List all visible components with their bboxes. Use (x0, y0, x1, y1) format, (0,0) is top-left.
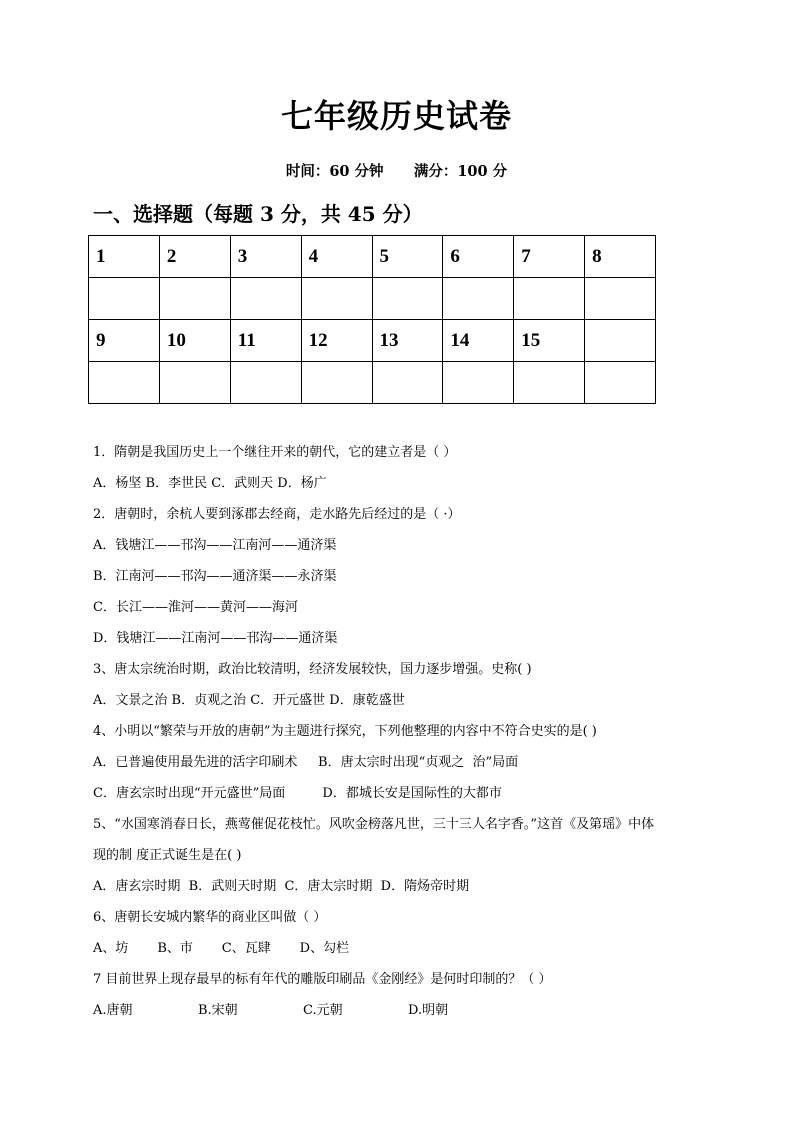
question-stem: 6、唐朝长安城内繁华的商业区叫做（ ） (93, 910, 327, 925)
grid-number-cell: 10 (159, 320, 230, 362)
section-heading-choice: 一、选择题（每题 3 分，共 45 分） (93, 202, 423, 226)
question-stem: 2．唐朝时，余杭人要到涿郡去经商，走水路先后经过的是（ ·） (93, 507, 461, 522)
grid-number-cell: 6 (443, 236, 514, 278)
question-options: A．文景之治 B．贞观之治 C．开元盛世 D．康乾盛世 (93, 693, 405, 708)
question-option: A．已普遍使用最先进的活字印刷术 B．唐太宗时出现“贞观之 治”局面 (93, 755, 519, 770)
answer-grid-blank-row (89, 362, 656, 404)
grid-number-cell: 4 (301, 236, 372, 278)
grid-answer-cell[interactable] (89, 362, 160, 404)
grid-answer-cell[interactable] (230, 278, 301, 320)
question-option: C．长江——淮河——黄河——海河 (93, 600, 298, 615)
question-options: A、坊 B、市 C、瓦肆 D、勾栏 (93, 941, 350, 956)
option-c: C.元朝 (303, 1003, 343, 1018)
exam-meta: 时间：60 分钟 满分：100 分 (285, 163, 508, 180)
question-stem: 5、“水国寒消春日长，燕莺催促花枝忙。风吹金榜落凡世，三十三人名字香。”这首《及第瑶》中体 (93, 817, 655, 832)
grid-answer-cell[interactable] (514, 362, 585, 404)
question-options: A．唐玄宗时期 B．武则天时期 C．唐太宗时期 D．隋炀帝时期 (93, 879, 470, 894)
grid-answer-cell[interactable] (585, 278, 656, 320)
grid-number-cell: 15 (514, 320, 585, 362)
grid-number-cell: 13 (372, 320, 443, 362)
grid-number-cell: 2 (159, 236, 230, 278)
grid-answer-cell[interactable] (514, 278, 585, 320)
grid-answer-cell[interactable] (372, 362, 443, 404)
grid-answer-cell[interactable] (159, 362, 230, 404)
grid-answer-cell[interactable] (159, 278, 230, 320)
question-options (93, 995, 713, 1026)
grid-number-cell (585, 320, 656, 362)
option-b: B.宋朝 (198, 1003, 238, 1018)
option-d: D.明朝 (408, 1003, 449, 1018)
answer-grid-number-row (89, 236, 656, 278)
option-a: A.唐朝 (93, 1003, 133, 1018)
grid-number-cell: 1 (89, 236, 160, 278)
grid-number-cell: 8 (585, 236, 656, 278)
grid-answer-cell[interactable] (443, 278, 514, 320)
grid-answer-cell[interactable] (372, 278, 443, 320)
grid-answer-cell[interactable] (230, 362, 301, 404)
grid-answer-cell[interactable] (585, 362, 656, 404)
question-stem-continued: 现的制 度正式诞生是在( ) (93, 848, 242, 863)
question-option: C．唐玄宗时出现“开元盛世”局面 D．都城长安是国际性的大都市 (93, 786, 502, 801)
grid-answer-cell[interactable] (443, 362, 514, 404)
grid-answer-cell[interactable] (89, 278, 160, 320)
grid-number-cell: 14 (443, 320, 514, 362)
grid-number-cell: 3 (230, 236, 301, 278)
grid-number-cell: 12 (301, 320, 372, 362)
answer-grid (88, 235, 656, 404)
question-option: D．钱塘江——江南河——邗沟——通济渠 (93, 631, 338, 646)
question-list (93, 437, 713, 1026)
answer-grid-number-row (89, 320, 656, 362)
grid-number-cell: 5 (372, 236, 443, 278)
grid-number-cell: 11 (230, 320, 301, 362)
grid-number-cell: 9 (89, 320, 160, 362)
grid-number-cell: 7 (514, 236, 585, 278)
answer-grid-blank-row (89, 278, 656, 320)
question-stem: 7 目前世界上现存最早的标有年代的雕版印刷品《金刚经》是何时印制的？（ ） (93, 972, 552, 987)
question-option: B．江南河——邗沟——通济渠——永济渠 (93, 569, 337, 584)
question-stem: 1．隋朝是我国历史上一个继往开来的朝代，它的建立者是（ ） (93, 445, 457, 460)
question-option: A．钱塘江——邗沟——江南河——通济渠 (93, 538, 337, 553)
page-title: 七年级历史试卷 (280, 97, 512, 135)
question-stem: 4、小明以“繁荣与开放的唐朝”为主题进行探究，下列他整理的内容中不符合史实的是( ) (93, 724, 597, 739)
question-stem: 3、唐太宗统治时期，政治比较清明，经济发展较快，国力逐步增强。史称( ) (93, 662, 532, 677)
grid-answer-cell[interactable] (301, 362, 372, 404)
grid-answer-cell[interactable] (301, 278, 372, 320)
question-options: A．杨坚 B．李世民 C．武则天 D．杨广 (93, 476, 327, 491)
